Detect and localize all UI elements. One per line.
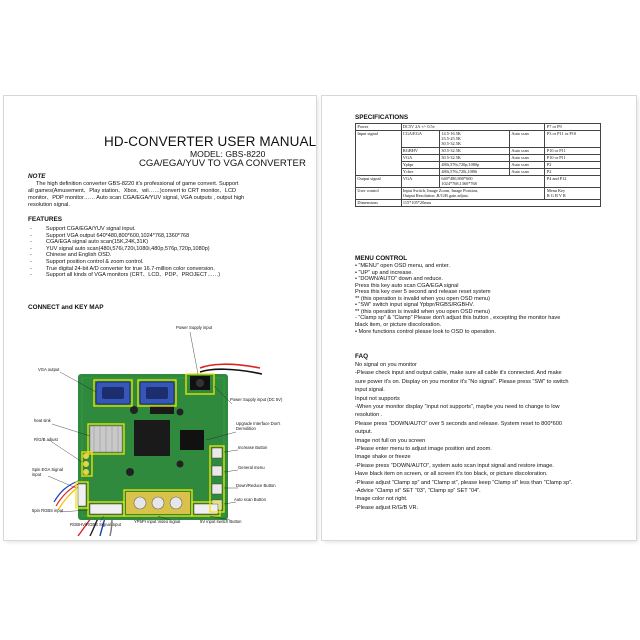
spec-table	[355, 123, 601, 207]
faq-line: -Advice “Clamp st” SET “03”, “Clamp sp” SET “04”.	[355, 488, 481, 494]
faq-line: resolution .	[355, 412, 383, 419]
faq-line: -Please press “DOWN/AUTO”, system auto scan input signal and restore image.	[355, 462, 554, 469]
faq-heading: FAQ	[355, 353, 369, 360]
board-diagram	[30, 316, 290, 536]
note-line: monitor、PDP monitor…… Auto scan CGA/EGA/YUV signal, VGA outputs , output high	[28, 195, 245, 201]
faq-line: -Please adjust “Clamp sp” and “Clamp st”, please keep “Clamp st” less than “Clamp sp”.	[355, 479, 573, 486]
note-line: resolution signal.	[28, 202, 70, 208]
faq-line: -When your monitor display “input not supports”, maybe you need to change to low	[355, 404, 560, 410]
label-down-reduce: Down/Reduce Button	[236, 483, 276, 488]
table-row: Ypbpr 480i,576i,720p,1080p Auto scan P2	[356, 162, 601, 169]
label-general-menu: General menu	[238, 465, 265, 470]
label-auto-scan: Auto scan Button	[234, 497, 266, 502]
label-ypbpr-input: YPbPr input Video signal	[134, 519, 181, 524]
faq-line: Please press “DOWN/AUTO” over 5 seconds and release. System reset to 800*600	[355, 420, 562, 427]
feature-item: Support VGA output 640*480,800*600,1024*768,1360*768	[46, 232, 190, 239]
label-vga-output: VGA output	[38, 367, 60, 372]
table-row: Ycber 480i,576i,720i,1080i Auto scan P2	[356, 169, 601, 176]
left-manual-page: HD-CONVERTER USER MANUAL MODEL: GBS-8220 CGA/EGA/YUV TO VGA CONVERTER NOTE The high definition converter GBS-8220 it's professional of game convert. Support all games(Amusement、Play station、Xbox、wii……)convert to CRT monitor、LCD monitor、PDP monitor…… Auto scan CGA/EGA/YUV signal, VGA outputs , output high resolution signal. FEATURES - Support CGA/EGA/YUV signal input. - Support VGA output 640*480,800*600,1024*768,1360*768 - CGA/EGA signal auto scan(15K,24K,31K) - YUV signal auto scan(480i,576i,720i,1080i,480p,576p,720p,1080p) - Chinese and English OSD. - Support position control & zoom control. - True digital 24-bit A/D converter for true 16.7-million color conversion. - Support all kinds of VGA monitors (CRT、LCD、PDP、PROJECT……) CONNECT and KEY MAP Power Supply input VGA output Power Supply input (DC 5V) heat sink R/G/B adjust Upgrade Interface Don't Demolition Increase Button General menu Spin EGA Signal input Down/Reduce Button Auto scan Button 5pin RGBS input RGBHV/RGBS Signal input YPbPr input Video signal 5V input switch Button	[4, 96, 316, 540]
model-label: MODEL: GBS-8220	[190, 149, 266, 159]
menu-line: • “DOWN/AUTO” down and reduce.	[355, 276, 443, 283]
label-rgb-adjust: R/G/B adjust	[34, 437, 58, 442]
features-heading: FEATURES	[28, 216, 62, 223]
feature-item: Support all kinds of VGA monitors (CRT、LCD、PDP、PROJECT……)	[46, 272, 221, 279]
connect-heading: CONNECT and KEY MAP	[28, 304, 104, 311]
label-spin-ega: Spin EGA Signal input	[32, 467, 63, 477]
label-rgbhv-rgbs: RGBHV/RGBS Signal input	[70, 522, 121, 527]
menu-line: • “SW” switch input signal Ypbpr/RGBS/RGBHV.	[355, 302, 475, 309]
table-row: RGBHV 30.5-32.5K Auto scan P10 or P11	[356, 148, 601, 155]
faq-line: Image color not right.	[355, 496, 408, 503]
label-heat-sink: heat sink	[34, 418, 51, 423]
table-row: Dimensions 115*105*20mm	[356, 200, 601, 207]
menu-control-heading: MENU CONTROL	[355, 255, 408, 262]
label-power-supply-dc: Power Supply input (DC 5V)	[230, 397, 283, 402]
label-increase-button: Increase Button	[238, 445, 268, 450]
note-line: The high definition converter GBS-8220 it's professional of game convert. Support	[36, 181, 239, 187]
faq-line: Image not full on you screen	[355, 437, 426, 444]
feature-item: CGA/EGA signal auto scan(15K,24K,31K)	[46, 239, 149, 246]
faq-line: Input not supports	[355, 395, 400, 402]
feature-item: Chinese and English OSD.	[46, 252, 112, 259]
manual-subtitle: CGA/EGA/YUV TO VGA CONVERTER	[139, 158, 306, 169]
menu-line: ** (this operation is invalid when you open OSD menu)	[355, 295, 490, 302]
menu-line: • “MENU” open OSD menu, and enter.	[355, 263, 450, 269]
cga-values: 14.5-16.5K 23.5-25.5K 30.5-32.5K	[439, 131, 509, 148]
menu-line: - “Clamp sp” & “Clamp” Please don't adjust this button , excepting the monitor have	[355, 315, 561, 322]
menu-line: black item, or picture discoloration.	[355, 321, 442, 328]
faq-line: sure power it's on. Display on you monitor it's “No signal”. Please press “SW” to switch	[355, 378, 569, 385]
faq-line: -Please adjust R/G/B VR.	[355, 504, 419, 511]
faq-line: -Please enter menu to adjust image position and zoom.	[355, 446, 492, 452]
faq-line: Image shake or freeze	[355, 454, 411, 461]
faq-line: Have black item on screen, or all screen it's too black, or picture discoloration.	[355, 471, 548, 478]
faq-line: input signal.	[355, 387, 385, 394]
table-row: VGA 30.5-32.5K Auto scan P10 or P11	[356, 155, 601, 162]
menu-line: • More functions control please look to OSD to operation.	[355, 328, 496, 335]
label-power-supply-input: Power Supply input	[176, 325, 213, 330]
label-5pin-rgbs: 5pin RGBS input	[32, 508, 64, 513]
feature-item: True digital 24-bit A/D converter for true 16.7-million color conversion.	[46, 265, 215, 272]
table-row: User control Input Switch, Image Zoom, Image Position, Output Resolution ,R/G/B gain adjust. Menu Key R G B V R	[356, 188, 601, 200]
faq-line: No signal on you monitor	[355, 362, 417, 368]
menu-line: Press this key auto scan CGA/EGA signal	[355, 282, 459, 289]
right-manual-page	[322, 96, 636, 540]
label-5v-switch: 5V input switch Button	[200, 519, 242, 524]
feature-item: Support CGA/EGA/YUV signal input.	[46, 226, 136, 232]
feature-item: Support position control & zoom control.	[46, 259, 144, 265]
feature-item: YUV signal auto scan(480i,576i,720i,1080i,480p,576p,720p,1080p)	[46, 245, 210, 252]
menu-line: ** (this operation is invalid when you open OSD menu)	[355, 308, 490, 315]
faq-line: output.	[355, 429, 373, 436]
spec-heading: SPECIFICATIONS	[355, 114, 409, 121]
menu-line: Press this key over 5 second and release reset system	[355, 289, 491, 296]
table-row: Power DC5V 2A +/- 0.5v P7 or P9	[356, 124, 601, 131]
faq-line: -Please check input and output cable, make sure all cable it's connected. And make	[355, 370, 562, 377]
note-line: all games(Amusement、Play station、Xbox、wii……)convert to CRT monitor、LCD	[28, 188, 237, 194]
manual-title: HD-CONVERTER USER MANUAL	[104, 134, 316, 149]
table-row: Input signal CGA/EGA 14.5-16.5K 23.5-25.5K 30.5-32.5K Auto scan P3 or P11 or P10	[356, 131, 601, 148]
menu-line: • “UP” up and increase.	[355, 269, 413, 276]
label-upgrade-interface: Upgrade Interface Don't Demolition	[236, 421, 281, 431]
note-heading: NOTE	[28, 173, 46, 180]
table-row: Output signal VGA 640*480,800*600 1024*768,1360*768 P4 and P12	[356, 176, 601, 188]
